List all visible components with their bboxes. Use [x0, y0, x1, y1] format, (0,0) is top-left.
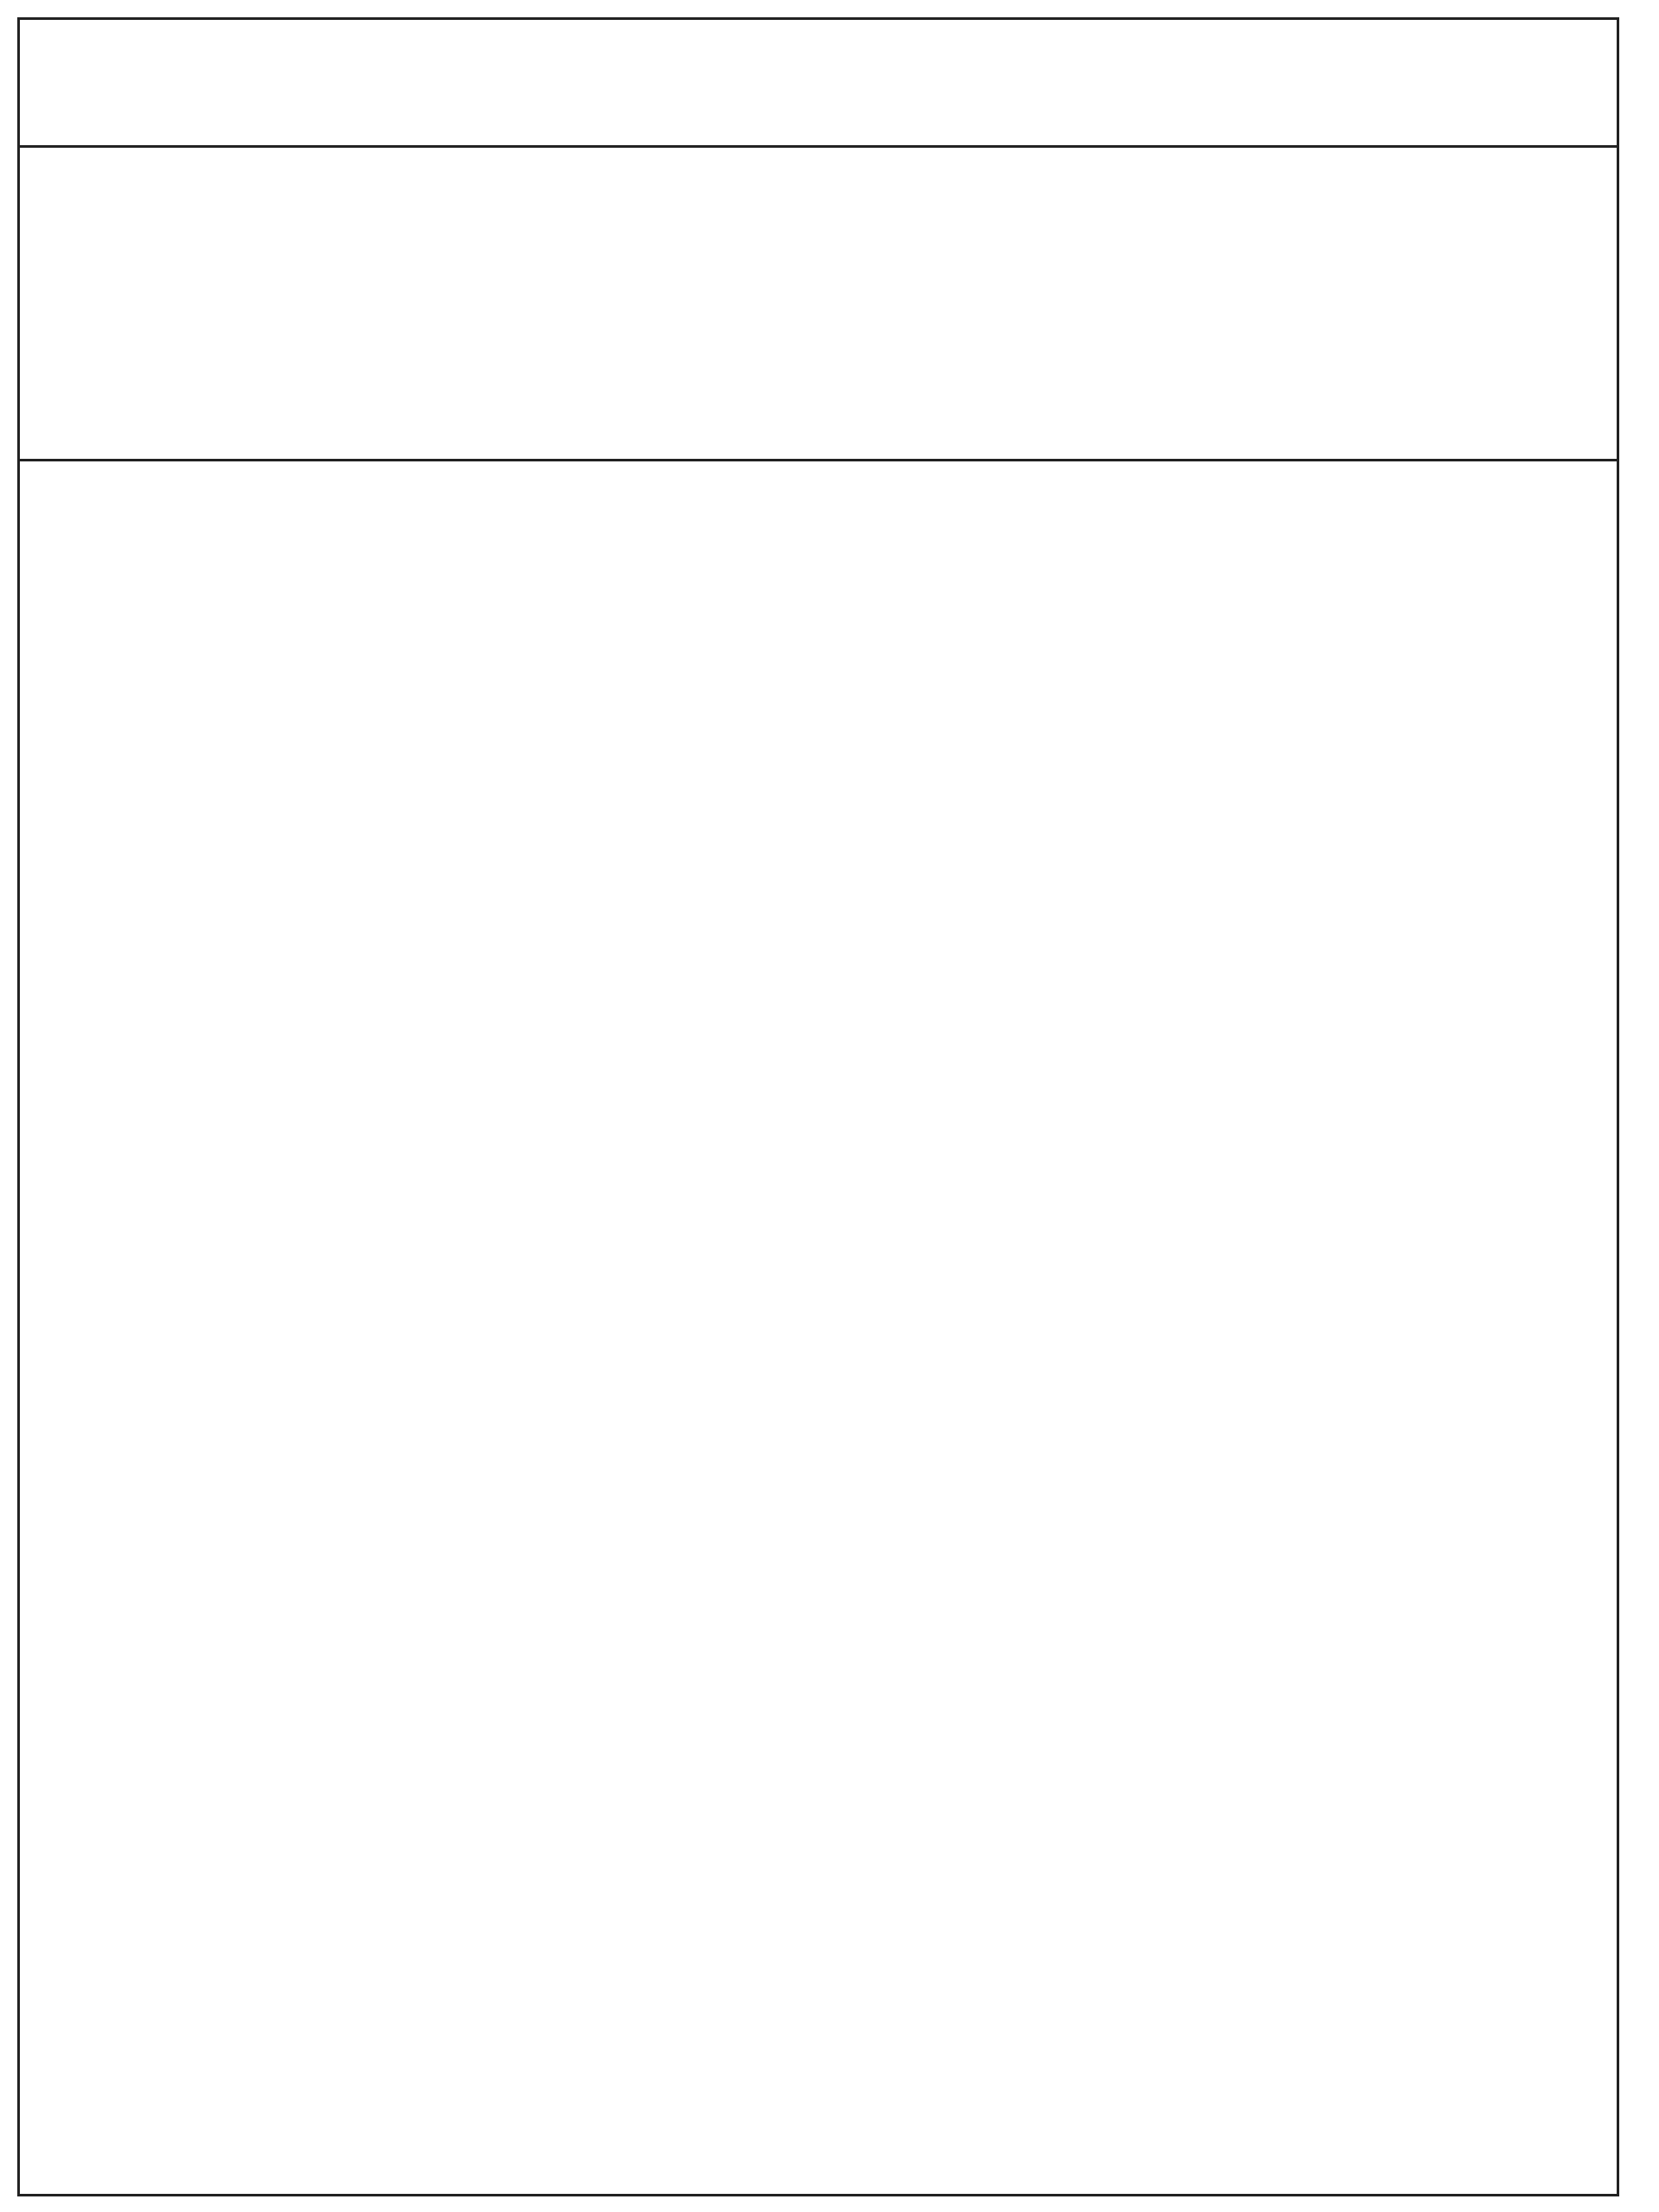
- survey-form: [17, 17, 1619, 2196]
- rating-table: [20, 459, 1617, 461]
- page-title: [20, 20, 1617, 148]
